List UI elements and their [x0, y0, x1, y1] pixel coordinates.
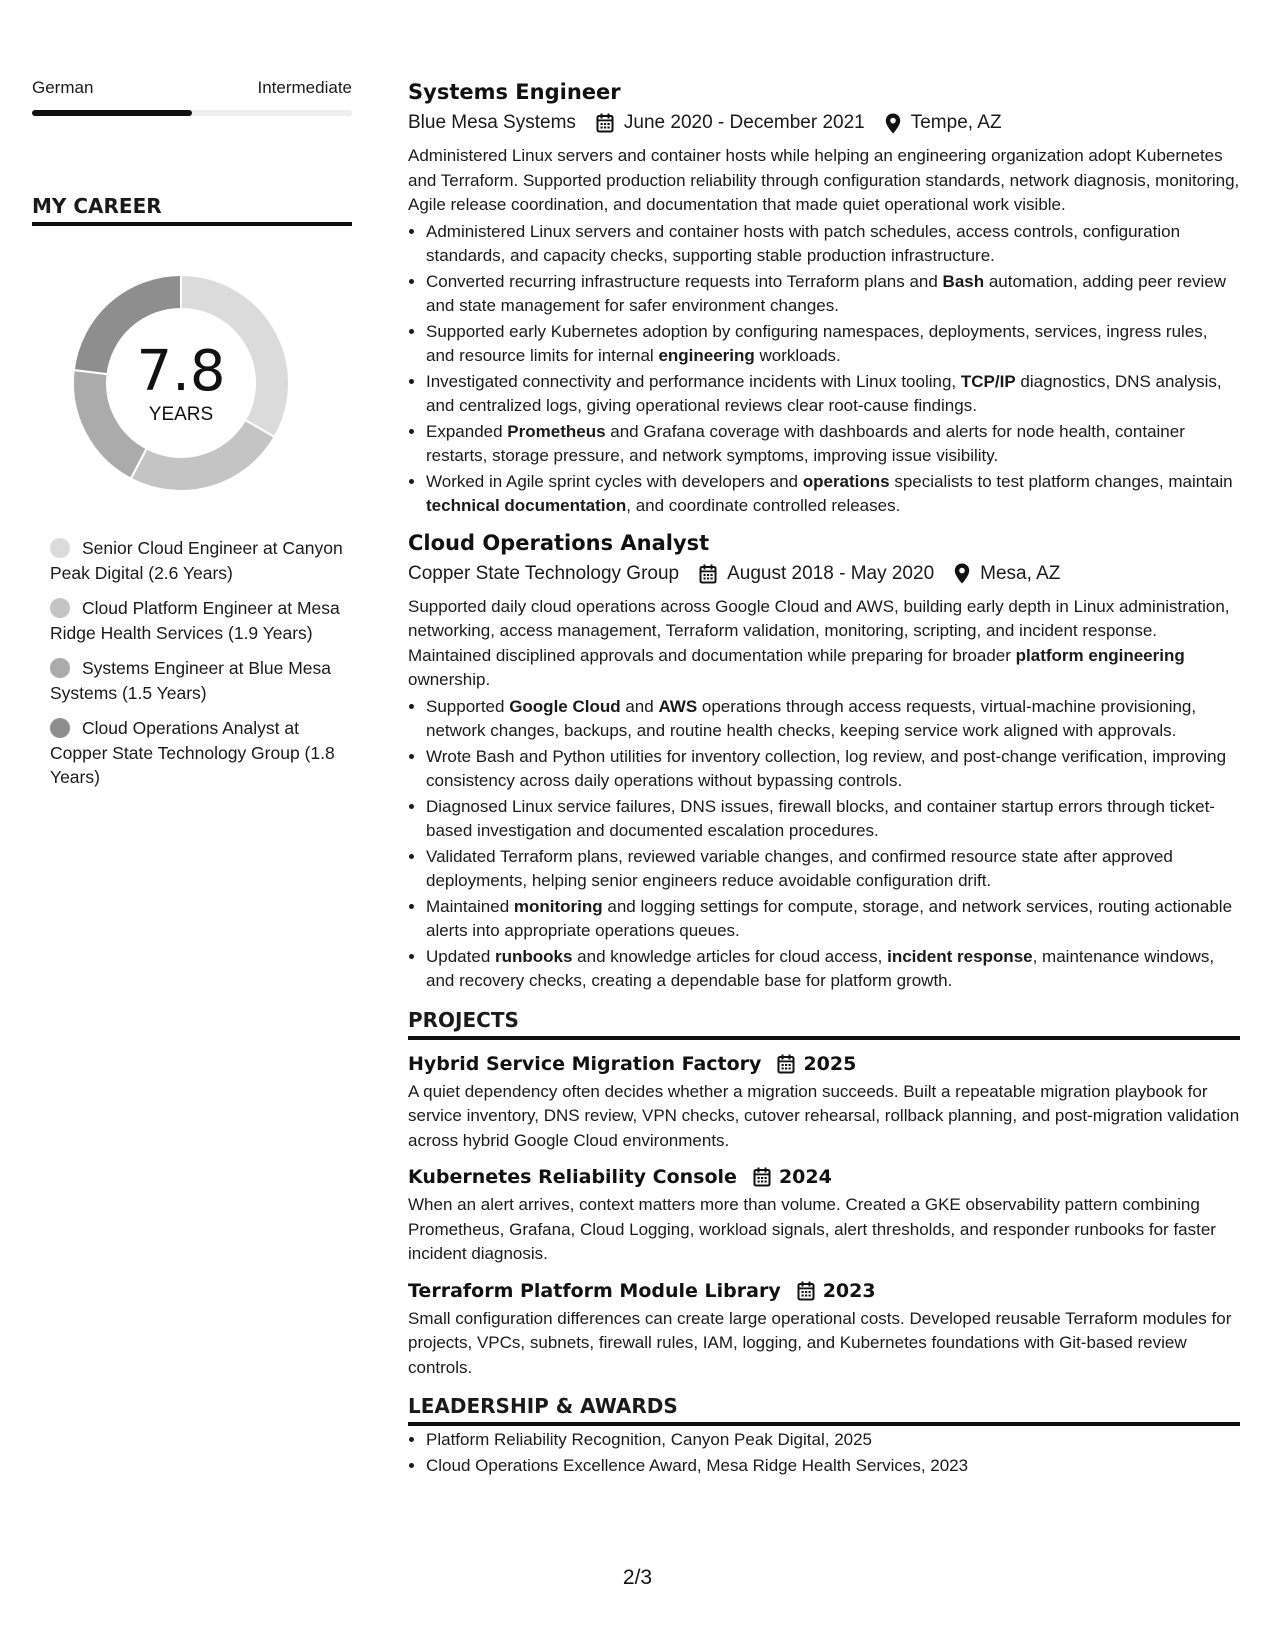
emphasis: Google Cloud	[509, 696, 621, 716]
language-level: Intermediate	[257, 78, 352, 97]
job-bullet: • Supported early Kubernetes adoption by configuring namespaces, deployments, services, ingress rules, and resource limits for internal engineering workloads.	[426, 320, 1240, 369]
job-bullet: • Wrote Bash and Python utilities for inventory collection, log review, and post-change verification, improving consistency across daily operations without bypassing controls.	[426, 745, 1240, 794]
job-bullet: • Diagnosed Linux service failures, DNS issues, firewall blocks, and container startup errors through ticket-based investigation and documented escalation procedures.	[426, 795, 1240, 844]
emphasis: Bash	[942, 271, 985, 291]
career-section-title: MY CAREER	[32, 194, 352, 226]
donut-center	[66, 268, 296, 498]
legend-dot-icon	[50, 658, 70, 678]
career-legend	[32, 536, 352, 790]
project-description: Small configuration differences can create large operational costs. Developed reusable Terraform modules for projects, VPCs, subnets, firewall rules, IAM, logging, and Kubernetes foundations with Git-based review controls.	[408, 1308, 1232, 1377]
project-name: Terraform Platform Module Library	[408, 1279, 781, 1302]
emphasis: incident response	[887, 946, 1033, 966]
job-summary: Supported daily cloud operations across Google Cloud and AWS, building early depth in Linux administration, networking, access management, Terraform validation, monitoring, scripting, and incident response. Maintained disciplined approvals and documentation while preparing for broader platform engineering ownership.	[408, 596, 1230, 689]
legend-dot-icon	[50, 538, 70, 558]
award-item: • Cloud Operations Excellence Award, Mesa Ridge Health Services, 2023	[426, 1454, 1240, 1479]
job-bullet: • Expanded Prometheus and Grafana coverage with dashboards and alerts for node health, container restarts, storage pressure, and network symptoms, improving issue visibility.	[426, 420, 1240, 469]
language-row	[32, 78, 352, 98]
calendar-icon	[699, 564, 717, 584]
job-bullet: • Updated runbooks and knowledge articles for cloud access, incident response, maintenance windows, and recovery checks, creating a dependable base for platform growth.	[426, 945, 1240, 994]
job-bullet: • Worked in Agile sprint cycles with developers and operations specialists to test platform changes, maintain technical documentation, and coordinate controlled releases.	[426, 470, 1240, 519]
job-bullet: • Maintained monitoring and logging settings for compute, storage, and network services, routing actionable alerts into appropriate operations queues.	[426, 895, 1240, 944]
job-summary: Administered Linux servers and container hosts while helping an engineering organization adopt Kubernetes and Terraform. Supported production reliability through configuration standards, network diagnosis, monitoring, Agile release coordination, and documentation that made quiet operational work visible.	[408, 146, 1240, 214]
job-bullets	[408, 220, 1240, 519]
career-total-unit: YEARS	[148, 404, 214, 425]
project-name: Hybrid Service Migration Factory	[408, 1052, 762, 1075]
job-bullet: • Converted recurring infrastructure requests into Terraform plans and Bash automation, adding peer review and state management for safer environment changes.	[426, 270, 1240, 319]
job-entry	[408, 78, 1240, 519]
project-entry	[408, 1277, 1240, 1381]
career-legend-item	[50, 716, 352, 790]
project-title-row	[408, 1163, 1240, 1191]
job-meta	[408, 559, 1240, 589]
project-entry	[408, 1163, 1240, 1267]
emphasis: platform engineering	[1015, 645, 1185, 665]
emphasis: runbooks	[495, 946, 573, 966]
job-dates: August 2018 - May 2020	[727, 562, 935, 584]
projects-section-title: PROJECTS	[408, 1008, 1240, 1040]
job-location: Mesa, AZ	[980, 562, 1061, 584]
location-pin-icon	[885, 113, 901, 134]
experience-list	[408, 78, 1240, 994]
page-number: 2/3	[622, 1566, 653, 1589]
legend-dot-icon	[50, 598, 70, 618]
job-company: Blue Mesa Systems	[408, 112, 576, 133]
job-title: Cloud Operations Analyst	[408, 530, 710, 555]
job-dates: June 2020 - December 2021	[623, 112, 865, 133]
language-proficiency-bar	[32, 110, 352, 116]
career-legend-label: Senior Cloud Engineer at Canyon Peak Digital (2.6 Years)	[50, 538, 343, 583]
emphasis: engineering	[658, 346, 755, 365]
job-bullet: • Validated Terraform plans, reviewed variable changes, and confirmed resource state after approved deployments, helping senior engineers reduce avoidable configuration drift.	[426, 845, 1240, 894]
emphasis: AWS	[658, 696, 698, 716]
language-proficiency-fill	[32, 110, 192, 116]
career-total-years: 7.8	[136, 339, 226, 404]
job-bullet: • Investigated connectivity and performance incidents with Linux tooling, TCP/IP diagnostics, DNS analysis, and centralized logs, giving operational reviews clear root-cause findings.	[426, 370, 1240, 419]
job-title: Systems Engineer	[408, 80, 621, 104]
location-pin-icon	[954, 563, 970, 584]
project-description: When an alert arrives, context matters more than volume. Created a GKE observability pattern combining Prometheus, Grafana, Cloud Logging, workload signals, alert thresholds, and responder runbooks for faster incident diagnosis.	[408, 1195, 1216, 1263]
calendar-icon	[596, 113, 614, 133]
emphasis: operations	[802, 471, 890, 491]
sidebar	[32, 78, 352, 801]
calendar-icon	[753, 1167, 771, 1187]
emphasis: technical documentation	[426, 496, 627, 515]
awards-list	[408, 1428, 1240, 1478]
job-bullet: • Supported Google Cloud and AWS operations through access requests, virtual-machine provisioning, network changes, backups, and routine health checks, keeping service work aligned with approvals.	[426, 695, 1240, 744]
project-year: 2025	[803, 1052, 857, 1075]
career-legend-label: Cloud Platform Engineer at Mesa Ridge Health Services (1.9 Years)	[50, 598, 340, 643]
career-legend-label: Cloud Operations Analyst at Copper State Technology Group (1.8 Years)	[50, 718, 335, 787]
language-name: German	[32, 78, 94, 97]
job-meta	[408, 108, 1240, 138]
project-entry	[408, 1050, 1240, 1154]
project-title-row	[408, 1277, 1240, 1305]
emphasis: monitoring	[513, 896, 603, 916]
project-year: 2023	[822, 1279, 876, 1302]
project-title-row	[408, 1050, 1240, 1078]
emphasis: Prometheus	[507, 421, 606, 441]
job-bullets	[408, 695, 1240, 994]
job-company: Copper State Technology Group	[408, 562, 680, 584]
project-name: Kubernetes Reliability Console	[408, 1166, 737, 1188]
job-entry	[408, 529, 1240, 994]
project-year: 2024	[778, 1166, 832, 1188]
career-donut-chart	[66, 268, 296, 498]
awards-section-title: LEADERSHIP & AWARDS	[408, 1394, 1240, 1426]
career-legend-item	[50, 596, 352, 645]
projects-list	[408, 1050, 1240, 1381]
project-description: A quiet dependency often decides whether a migration succeeds. Built a repeatable migration playbook for service inventory, DNS review, VPN checks, cutover rehearsal, rollback planning, and post-migration validation across hybrid Google Cloud environments.	[408, 1081, 1240, 1150]
main-content	[408, 78, 1240, 1479]
job-location: Tempe, AZ	[910, 112, 1002, 133]
legend-dot-icon	[50, 718, 70, 738]
career-legend-item	[50, 536, 352, 585]
calendar-icon	[797, 1281, 815, 1301]
award-item: • Platform Reliability Recognition, Canyon Peak Digital, 2025	[426, 1428, 1240, 1453]
emphasis: TCP/IP	[960, 371, 1016, 391]
career-legend-label: Systems Engineer at Blue Mesa Systems (1.5 Years)	[50, 658, 332, 703]
job-bullet: • Administered Linux servers and container hosts with patch schedules, access controls, configuration standards, and capacity checks, supporting stable production infrastructure.	[426, 220, 1240, 269]
calendar-icon	[777, 1054, 795, 1074]
career-legend-item	[50, 656, 352, 705]
